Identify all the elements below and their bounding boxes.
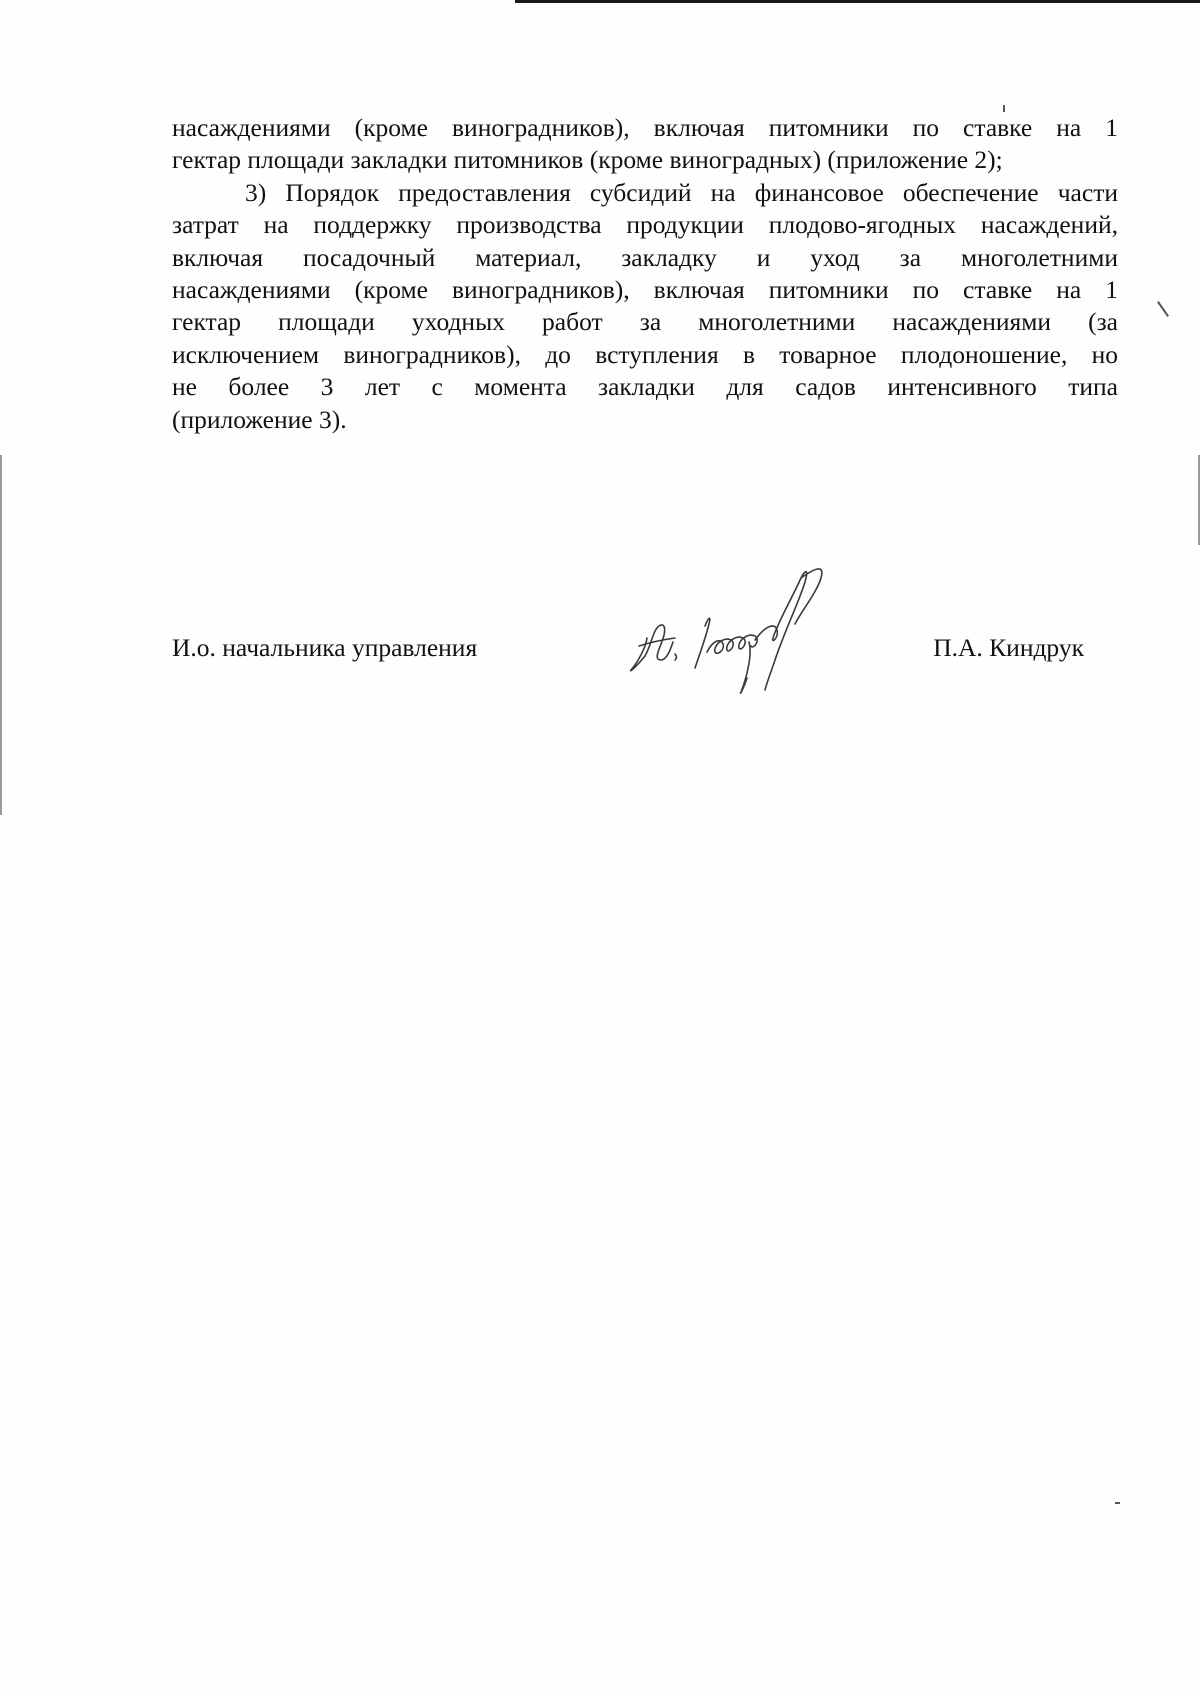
body-line: насаждениями (кроме виноградников), включая питомники по ставке на 1	[172, 113, 1118, 142]
body-line: не более 3 лет с момента закладки для садов интенсивного типа	[172, 372, 1118, 402]
scan-speck	[1003, 105, 1005, 112]
document-body	[172, 112, 1118, 436]
scan-speck	[1115, 1502, 1120, 1504]
body-line: исключением виноградников), до вступления в товарное плодоношение, но	[172, 339, 1118, 369]
body-line: 3) Порядок предоставления субсидий на финансовое обеспечение части	[245, 177, 1118, 207]
scan-speck	[1157, 301, 1169, 317]
body-line: включая посадочный материал, закладку и уход за многолетними	[172, 242, 1118, 272]
scan-edge-top	[515, 0, 1200, 3]
body-line: (приложение 3).	[172, 404, 347, 434]
signer-position: И.о. начальника управления	[172, 633, 478, 662]
signer-name: П.А. Киндрук	[933, 633, 1084, 662]
body-line: насаждениями (кроме виноградников), включая питомники по ставке на 1	[172, 275, 1118, 305]
handwritten-signature	[625, 560, 875, 700]
body-line: гектар площади закладки питомников (кроме виноградных) (приложение 2);	[172, 145, 1003, 175]
scan-edge-left	[0, 455, 2, 815]
body-line: гектар площади уходных работ за многолетними насаждениями (за	[172, 307, 1118, 337]
body-line: затрат на поддержку производства продукции плодово-ягодных насаждений,	[172, 210, 1118, 240]
